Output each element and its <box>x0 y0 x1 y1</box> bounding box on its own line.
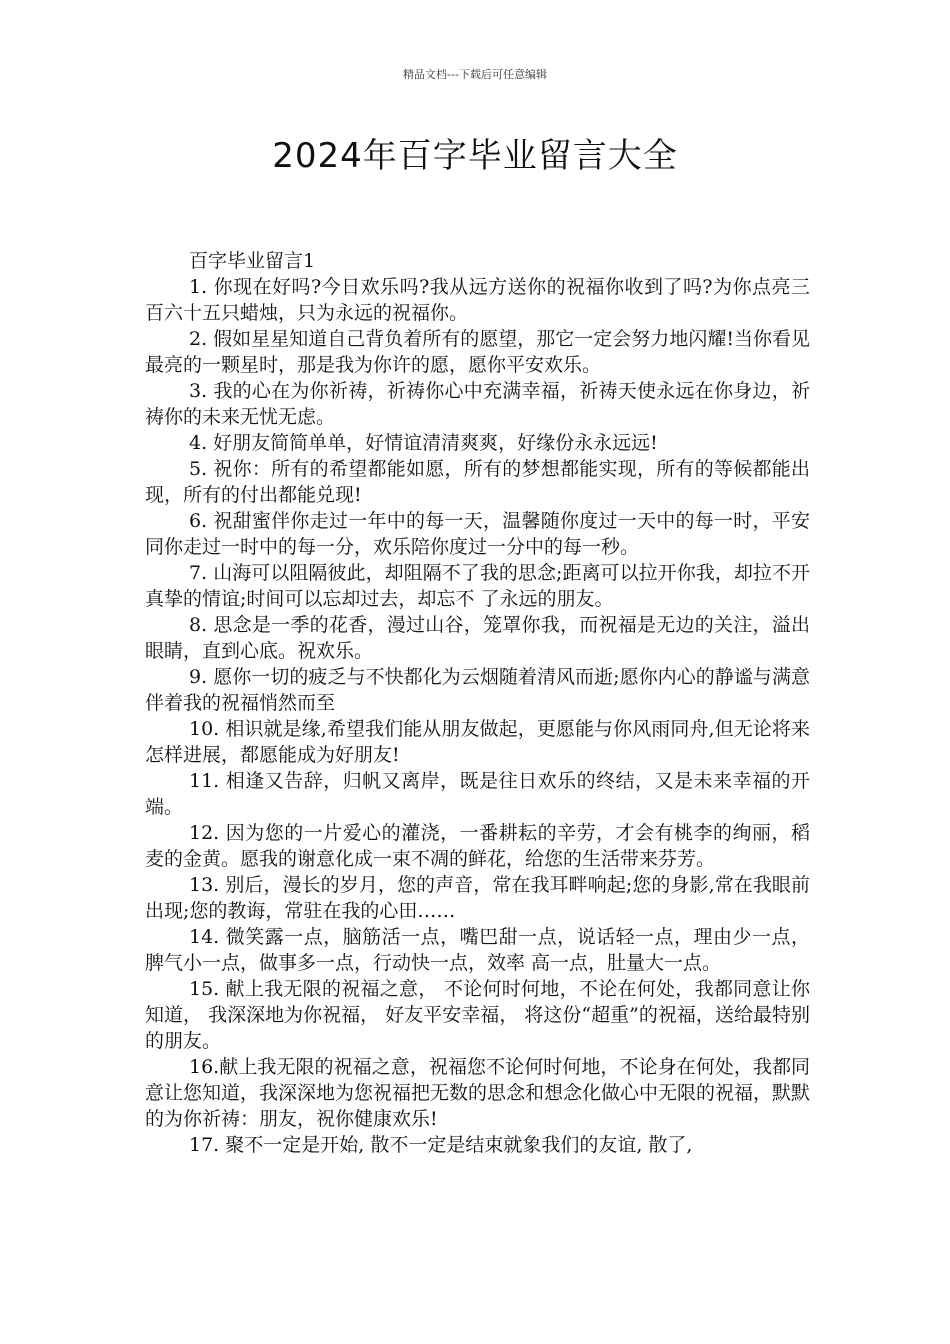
paragraph-11: 11. 相逢又告辞，归帆又离岸，既是往日欢乐的终结，又是未来幸福的开端。 <box>145 770 810 818</box>
paragraph-5: 5. 祝你：所有的希望都能如愿，所有的梦想都能实现，所有的等候都能出现，所有的付出都能兑现! <box>145 458 810 506</box>
paragraph-17: 17. 聚不一定是开始, 散不一定是结束就象我们的友谊, 散了, <box>189 1134 693 1156</box>
paragraph-16: 16.献上我无限的祝福之意，祝福您不论何时何地，不论身在何处，我都同意让您知道，我深深地为您祝福把无数的思念和想念化做心中无限的祝福，默默的为你祈祷：朋友，祝你健康欢乐! <box>145 1056 811 1130</box>
document-body <box>145 248 810 1158</box>
paragraph-15: 15. 献上我无限的祝福之意， 不论何时何地，不论在何处，我都同意让你知道， 我深深地为你祝福， 好友平安幸福， 将这份“超重”的祝福，送给最特别的朋友。 <box>145 978 810 1052</box>
paragraph-7: 7. 山海可以阻隔彼此，却阻隔不了我的思念;距离可以拉开你我，却拉不开真挚的情谊;时间可以忘却过去，却忘不 了永远的朋友。 <box>145 562 810 610</box>
paragraph-10: 10. 相识就是缘,希望我们能从朋友做起，更愿能与你风雨同舟,但无论将来怎样进展，都愿能成为好朋友! <box>145 718 810 766</box>
paragraph-8: 8. 思念是一季的花香，漫过山谷，笼罩你我，而祝福是无边的关注，溢出眼睛，直到心底。祝欢乐。 <box>145 614 810 662</box>
paragraph-14: 14. 微笑露一点，脑筋活一点，嘴巴甜一点，说话轻一点，理由少一点，脾气小一点，做事多一点，行动快一点，效率 高一点，肚量大一点。 <box>145 926 810 974</box>
paragraph-1: 1. 你现在好吗?今日欢乐吗?我从远方送你的祝福你收到了吗?为你点亮三百六十五只蜡烛，只为永远的祝福你。 <box>145 276 810 324</box>
paragraph-3: 3. 我的心在为你祈祷，祈祷你心中充满幸福，祈祷天使永远在你身边，祈祷你的未来无忧无虑。 <box>145 380 810 428</box>
paragraph-13: 13. 别后，漫长的岁月，您的声音，常在我耳畔响起;您的身影,常在我眼前出现;您的教诲，常驻在我的心田…… <box>145 874 810 922</box>
paragraph-9: 9. 愿你一切的疲乏与不快都化为云烟随着清风而逝;愿你内心的静谧与满意伴着我的祝福悄然而至 <box>145 666 810 714</box>
paragraph-6: 6. 祝甜蜜伴你走过一年中的每一天，温馨随你度过一天中的每一时，平安同你走过一时中的每一分，欢乐陪你度过一分中的每一秒。 <box>145 510 810 558</box>
paragraph-2: 2. 假如星星知道自己背负着所有的愿望，那它一定会努力地闪耀!当你看见最亮的一颗星时，那是我为你许的愿，愿你平安欢乐。 <box>145 328 810 376</box>
paragraph-12: 12. 因为您的一片爱心的灌浇，一番耕耘的辛劳，才会有桃李的绚丽，稻麦的金黄。愿我的谢意化成一束不凋的鲜花，给您的生活带来芬芳。 <box>145 822 810 870</box>
header-note: 精品文档---下载后可任意编辑 <box>403 68 547 81</box>
document-title: 2024年百字毕业留言大全 <box>272 136 678 176</box>
section-heading: 百字毕业留言1 <box>189 250 316 272</box>
paragraph-4: 4. 好朋友简简单单，好情谊清清爽爽，好缘份永永远远! <box>189 432 658 454</box>
